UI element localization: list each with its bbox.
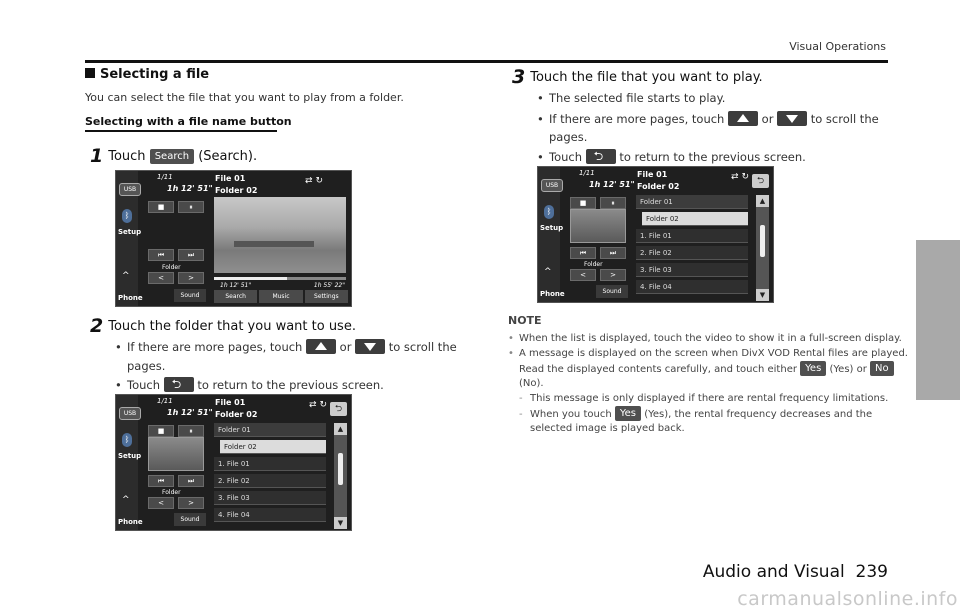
scroll-up-icon: ▲ (334, 423, 347, 435)
no-button-icon: No (870, 361, 894, 376)
folder-prev-icon: < (570, 269, 596, 281)
stop-icon: ■ (148, 201, 174, 213)
list-item: Folder 01 (214, 423, 326, 437)
next-track-icon: ⏭ (178, 475, 204, 487)
note-line-2: • A message is displayed on the screen when DivX VOD Rental files are played. (508, 348, 908, 359)
step-3-bullet-1: • The selected file starts to play. (537, 91, 726, 105)
back-arrow-icon (164, 377, 194, 392)
search-button-icon: Search (150, 149, 194, 164)
note-sub-1: - This message is only displayed if there are rental frequency limitations. (519, 393, 889, 404)
chapter-side-tab (916, 240, 960, 400)
pause-icon: ⏸ (600, 197, 626, 209)
list-item: 3. File 03 (636, 263, 748, 277)
seek-bar (214, 277, 346, 280)
video-thumbnail (148, 437, 204, 471)
next-track-icon: ⏭ (178, 249, 204, 261)
folder-next-icon: > (600, 269, 626, 281)
scroll-down-icon (355, 339, 385, 354)
prev-track-icon: ⏮ (148, 475, 174, 487)
folder-prev-icon: < (148, 497, 174, 509)
subheading: Selecting with a file name button (85, 115, 292, 128)
stop-icon: ■ (570, 197, 596, 209)
screenshot-file-list: USB ᛒ Setup ^ Phone 1/11 1h 12' 51" File 01 Folder 02 ⇄ ↻ ⮌ ■ ⏸ ⏮ ⏭ Folder < > Sound Folder 01 Folder 02 1. File 01 2. File 02 3. File 03 4. File 04 ▲ ▼ (537, 166, 774, 303)
step-1: 1 Touch Search (Search). (90, 145, 258, 167)
yes-button-icon: Yes (615, 406, 641, 421)
step-2: 2 Touch the folder that you want to use. (90, 315, 356, 337)
list-item: 4. File 04 (636, 280, 748, 294)
step-3-bullet-2: • If there are more pages, touch or to scroll the (537, 112, 879, 126)
usb-icon: USB (541, 179, 563, 192)
page-number: 239 (855, 562, 888, 582)
list-item: Folder 01 (636, 195, 748, 209)
scroll-down-icon: ▼ (756, 289, 769, 301)
note-title: NOTE (508, 314, 542, 327)
note-sub-2: - When you touch Yes (Yes), the rental frequency decreases and the (519, 408, 873, 420)
usb-icon: USB (119, 407, 141, 420)
list-scrollbar (756, 195, 769, 301)
chevron-up-icon: ^ (122, 271, 130, 281)
folder-prev-icon: < (148, 272, 174, 284)
back-arrow-icon: ⮌ (752, 174, 769, 188)
scroll-up-icon (306, 339, 336, 354)
page-footer: Audio and Visual 239 (702, 562, 888, 582)
repeat-shuffle-icon: ⇄ ↻ (309, 400, 327, 410)
list-item: Folder 02 (642, 212, 748, 226)
prev-track-icon: ⏮ (570, 247, 596, 259)
folder-next-icon: > (178, 272, 204, 284)
list-item: 1. File 01 (636, 229, 748, 243)
bluetooth-icon: ᛒ (122, 209, 132, 223)
step-3-bullet-3: • Touch ⮌ to return to the previous screen. (537, 148, 806, 167)
stop-icon: ■ (148, 425, 174, 437)
step-2-bullet-2: • Touch ⮌ to return to the previous screen. (115, 376, 384, 395)
usb-icon: USB (119, 183, 141, 196)
next-track-icon: ⏭ (600, 247, 626, 259)
tab-search: Search (214, 290, 257, 303)
bluetooth-icon: ᛒ (122, 433, 132, 447)
scroll-up-icon (728, 111, 758, 126)
video-preview (214, 197, 346, 273)
square-bullet-icon (85, 68, 95, 78)
subheading-underline (85, 130, 277, 132)
tab-music: Music (259, 290, 302, 303)
back-arrow-icon (586, 149, 616, 164)
list-scrollbar (334, 423, 347, 529)
list-item: Folder 02 (220, 440, 326, 454)
list-item: 1. File 01 (214, 457, 326, 471)
folder-list (214, 423, 326, 525)
tab-settings: Settings (305, 290, 348, 303)
screenshot-playback: USB ᛒ Setup ^ Phone 1/11 1h 12' 51" File 01 Folder 02 ⇄ ↻ ■ ⏸ ⏮ ⏭ Folder < > Sound 1h 12' 51" 1h 55' 22" Search Music Settings (115, 170, 352, 307)
list-item: 4. File 04 (214, 508, 326, 522)
pause-icon: ⏸ (178, 201, 204, 213)
chevron-up-icon: ^ (544, 267, 552, 277)
watermark: carmanualsonline.info (737, 588, 958, 610)
step-3: 3 Touch the file that you want to play. (512, 66, 763, 88)
intro-text: You can select the file that you want to play from a folder. (85, 91, 404, 104)
step-2-bullet-1: • If there are more pages, touch or to scroll the (115, 340, 457, 354)
header-rule (85, 60, 888, 63)
scroll-down-icon (777, 111, 807, 126)
file-list (636, 195, 748, 297)
list-item: 2. File 02 (636, 246, 748, 260)
note-line-3: Read the displayed contents carefully, and touch either Yes (Yes) or No (519, 361, 894, 377)
chevron-up-icon: ^ (122, 495, 130, 505)
list-item: 2. File 02 (214, 474, 326, 488)
bluetooth-icon: ᛒ (544, 205, 554, 219)
video-thumbnail (570, 209, 626, 243)
note-line-1: • When the list is displayed, touch the video to show it in a full-screen display. (508, 333, 902, 344)
back-arrow-icon: ⮌ (330, 402, 347, 416)
prev-track-icon: ⏮ (148, 249, 174, 261)
repeat-shuffle-icon: ⇄ ↻ (305, 176, 323, 186)
scroll-up-icon: ▲ (756, 195, 769, 207)
folder-next-icon: > (178, 497, 204, 509)
section-header: Visual Operations (789, 40, 886, 53)
repeat-shuffle-icon: ⇄ ↻ (731, 172, 749, 182)
scroll-down-icon: ▼ (334, 517, 347, 529)
screenshot-folder-list: USB ᛒ Setup ^ Phone 1/11 1h 12' 51" File 01 Folder 02 ⇄ ↻ ⮌ ■ ⏸ ⏮ ⏭ Folder < > Sound Folder 01 Folder 02 1. File 01 2. File 02 3. File 03 4. File 04 ▲ ▼ (115, 394, 352, 531)
section-title: Selecting a file (85, 67, 209, 82)
list-item: 3. File 03 (214, 491, 326, 505)
pause-icon: ⏸ (178, 425, 204, 437)
yes-button-icon: Yes (800, 361, 826, 376)
